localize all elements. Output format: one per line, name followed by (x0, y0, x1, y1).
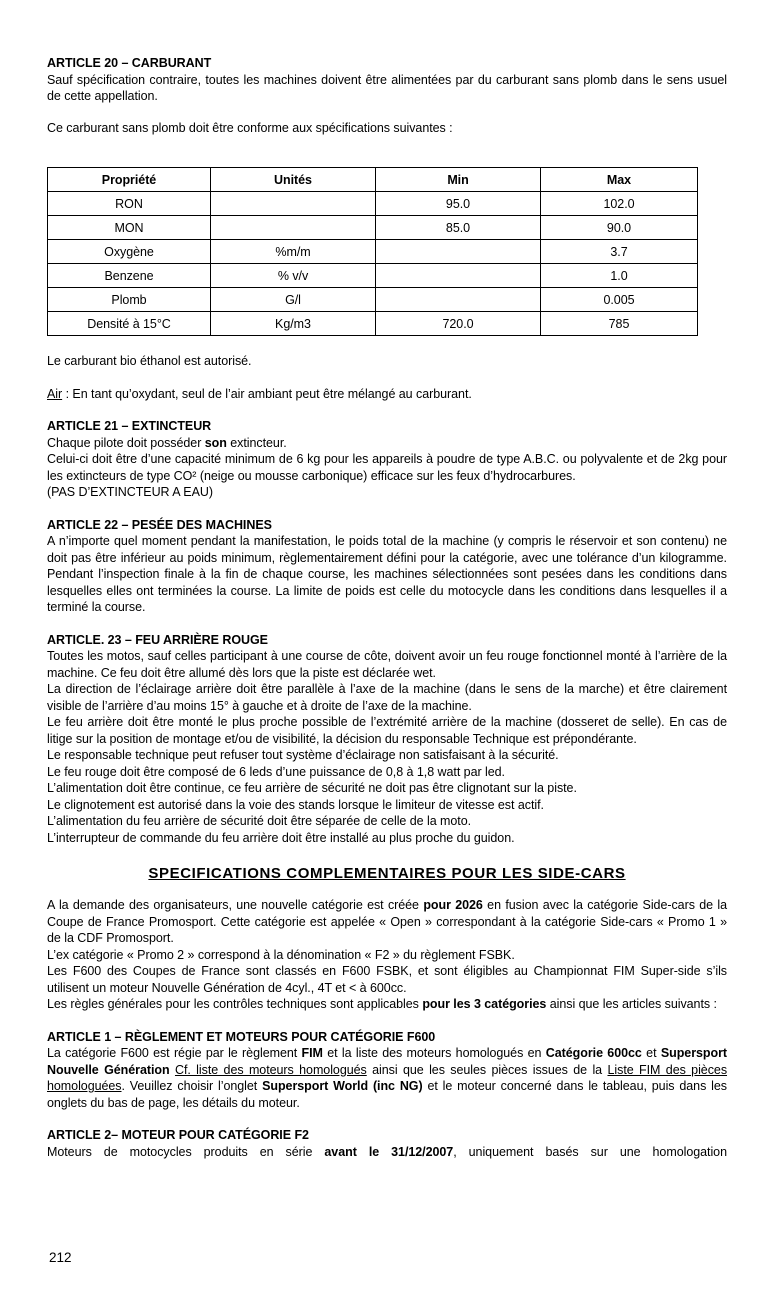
text-segment: en fusion avec la catégorie Side-cars de la Coupe de France Promosport. Cette catégorie est appelée « Open » correspondant à la catégorie Side-cars « Promo 1 » de la CDF Promosport. (47, 898, 728, 945)
table-cell: %m/m (211, 240, 376, 264)
col-header-min: Min (376, 168, 541, 192)
table-cell: 95.0 (376, 192, 541, 216)
article20-spec-intro: Ce carburant sans plomb doit être conforme aux spécifications suivantes : (47, 120, 453, 135)
text-segment: . Veuillez choisir l’onglet (121, 1079, 263, 1093)
article22-body: A n’importe quel moment pendant la manifestation, le poids total de la machine (y compris le réservoir et son contenu) ne doit pas être inférieur au poids minimum, règlementairement défini pour la catégorie, avec une tolérance d’un kilogramme. Pendant l’inspection finale à la fin de chaque course, les machines sélectionnées sont pesées dans les conditions dans lesquelles elles ont terminées la course. La limite de poids est celle du motocycle dans les conditions dans lesquelles il a terminé la course. (47, 534, 727, 614)
table-cell: Kg/m3 (211, 312, 376, 336)
fuel-spec-table (47, 167, 698, 336)
table-cell: Plomb (48, 288, 211, 312)
table-cell: % v/v (211, 264, 376, 288)
article23-line: L’alimentation du feu arrière de sécurité doit être séparée de celle de la moto. (47, 814, 472, 828)
article21-body: Celui-ci doit être d’une capacité minimum de 6 kg pour les appareils à poudre de type A.B.C. ou polyvalente et de 2kg pour les extincteurs de type CO² (neige ou mousse carbonique) efficace sur les feux d’hydrocarbures. (47, 452, 727, 483)
sidecars-p4 (47, 996, 727, 1013)
table-row (48, 216, 698, 240)
text-segment-bold: avant le 31/12/2007 (324, 1144, 454, 1159)
article23-p3: Le feu arrière doit être monté le plus proche possible de l’extrémité arrière de la machine (dosseret de selle). En cas de litige sur la position de montage et/ou de visibilité, la décision du responsable Technique est prépondérante. (47, 715, 727, 746)
table-cell: 85.0 (376, 216, 541, 240)
text-segment: Moteurs de motocycles produits en série (47, 1144, 325, 1159)
table-row (48, 240, 698, 264)
table-cell (376, 288, 541, 312)
text-segment: ainsi que les articles suivants : (546, 997, 717, 1011)
article1-f600-title: ARTICLE 1 – RÈGLEMENT ET MOTEURS POUR CATÉGORIE F600 (47, 1029, 436, 1044)
table-cell: Benzene (48, 264, 211, 288)
table-row (48, 192, 698, 216)
table-row (48, 288, 698, 312)
article23-line: Le clignotement est autorisé dans la voie des stands lorsque le limiteur de vitesse est actif. (47, 797, 544, 812)
table-cell: RON (48, 192, 211, 216)
text-segment-bold: Supersport World (inc NG) (262, 1079, 423, 1093)
text-segment: , uniquement basés sur une homologation (453, 1144, 727, 1159)
table-cell: 3.7 (541, 240, 698, 264)
table-cell: 785 (541, 312, 698, 336)
table-cell: Densité à 15°C (48, 312, 211, 336)
sidecars-p1 (47, 897, 727, 947)
article23-p2: La direction de l’éclairage arrière doit être parallèle à l’axe de la machine (dans le sens de la marche) et être clairement visible de l’arrière d’au moins 15° à gauche et à droite de l’axe de la machine. (47, 682, 727, 713)
table-cell: Oxygène (48, 240, 211, 264)
article21-no-water: (PAS D’EXTINCTEUR A EAU) (47, 485, 213, 499)
table-cell: MON (48, 216, 211, 240)
text-segment: ainsi que les seules pièces issues de la (366, 1062, 608, 1077)
article22-title: ARTICLE 22 – PESÉE DES MACHINES (47, 517, 272, 532)
sidecars-p3: Les F600 des Coupes de France sont classés en F600 FSBK, et sont éligibles au Championnat FIM Super-side s’ils utilisent un moteur Nouvelle Génération de 4cyl., 4T et < à 600cc. (47, 964, 727, 995)
text-segment: A la demande des organisateurs, une nouvelle catégorie est créée (47, 898, 424, 912)
bio-ethanol-note: Le carburant bio éthanol est autorisé. (47, 354, 252, 368)
article20-title: ARTICLE 20 – CARBURANT (47, 56, 212, 70)
article23-line: Le feu rouge doit être composé de 6 leds d’une puissance de 0,8 à 1,8 watt par led. (47, 764, 505, 779)
table-cell (211, 192, 376, 216)
text-segment: et (641, 1046, 661, 1060)
table-cell: 0.005 (541, 288, 698, 312)
article1-f600-body (47, 1045, 727, 1111)
table-header-row (48, 168, 698, 192)
text-segment-bold: Supersport Nouvelle Génération (47, 1046, 728, 1077)
table-row (48, 264, 698, 288)
table-cell: 720.0 (376, 312, 541, 336)
article23-line: L’alimentation doit être continue, ce feu arrière de sécurité ne doit pas être clignotant sur la piste. (47, 781, 577, 795)
text-segment: Chaque pilote doit posséder (47, 435, 205, 450)
page-number: 212 (49, 1250, 72, 1265)
pieces-homologuees-link[interactable]: Liste FIM des pièces homologuées (47, 1062, 728, 1093)
sidecars-section-heading: SPECIFICATIONS COMPLEMENTAIRES POUR LES SIDE-CARS (148, 865, 626, 882)
text-segment: et la liste des moteurs homologués en (322, 1046, 546, 1060)
table-row (48, 312, 698, 336)
text-segment-bold: pour les 3 catégories (422, 997, 547, 1011)
sidecars-p2: L’ex catégorie « Promo 2 » correspond à la dénomination « F2 » du règlement FSBK. (47, 947, 515, 962)
text-segment: extincteur. (226, 435, 287, 450)
text-segment-bold: FIM (301, 1046, 323, 1060)
text-segment-bold: Catégorie 600cc (545, 1046, 642, 1060)
air-note (47, 386, 727, 403)
article23-p1: Toutes les motos, sauf celles participant à une course de côte, doivent avoir un feu rouge fonctionnel monté à l’arrière de la machine. Ce feu doit être allumé dès lors que la piste est déclarée wet. (47, 649, 727, 680)
table-cell: 102.0 (541, 192, 698, 216)
col-header-unites: Unités (211, 168, 376, 192)
table-cell (211, 216, 376, 240)
table-cell (376, 240, 541, 264)
article21-title: ARTICLE 21 – EXTINCTEUR (47, 419, 212, 433)
article2-f2-body (47, 1144, 727, 1161)
article20-intro: Sauf spécification contraire, toutes les machines doivent être alimentées par du carburant sans plomb dans le sens usuel de cette appellation. (47, 72, 727, 103)
moteurs-homologues-link[interactable]: Cf. liste des moteurs homologués (174, 1062, 367, 1077)
text-segment-bold: pour 2026 (423, 898, 483, 912)
text-segment-bold: son (204, 435, 227, 450)
text-segment: La catégorie F600 est régie par le règlement (47, 1046, 302, 1060)
text-segment: Les règles générales pour les contrôles techniques sont applicables (47, 997, 423, 1011)
air-text: : En tant qu’oxydant, seul de l’air ambiant peut être mélangé au carburant. (62, 386, 472, 401)
air-label: Air (47, 386, 63, 401)
text-segment: et le moteur concerné dans le tableau, puis dans les onglets du bas de page, les détails du moteur. (47, 1079, 727, 1110)
table-cell: 90.0 (541, 216, 698, 240)
table-cell: 1.0 (541, 264, 698, 288)
article23-line: L’interrupteur de commande du feu arrière doit être installé au plus proche du guidon. (47, 830, 515, 845)
col-header-max: Max (541, 168, 698, 192)
article21-line1 (47, 435, 727, 452)
article2-f2-title: ARTICLE 2– MOTEUR POUR CATÉGORIE F2 (47, 1128, 309, 1142)
table-cell (376, 264, 541, 288)
col-header-propriete: Propriété (48, 168, 211, 192)
article23-title: ARTICLE. 23 – FEU ARRIÈRE ROUGE (47, 632, 268, 647)
article23-line: Le responsable technique peut refuser tout système d’éclairage non satisfaisant à la sécurité. (47, 748, 559, 762)
table-cell: G/l (211, 288, 376, 312)
